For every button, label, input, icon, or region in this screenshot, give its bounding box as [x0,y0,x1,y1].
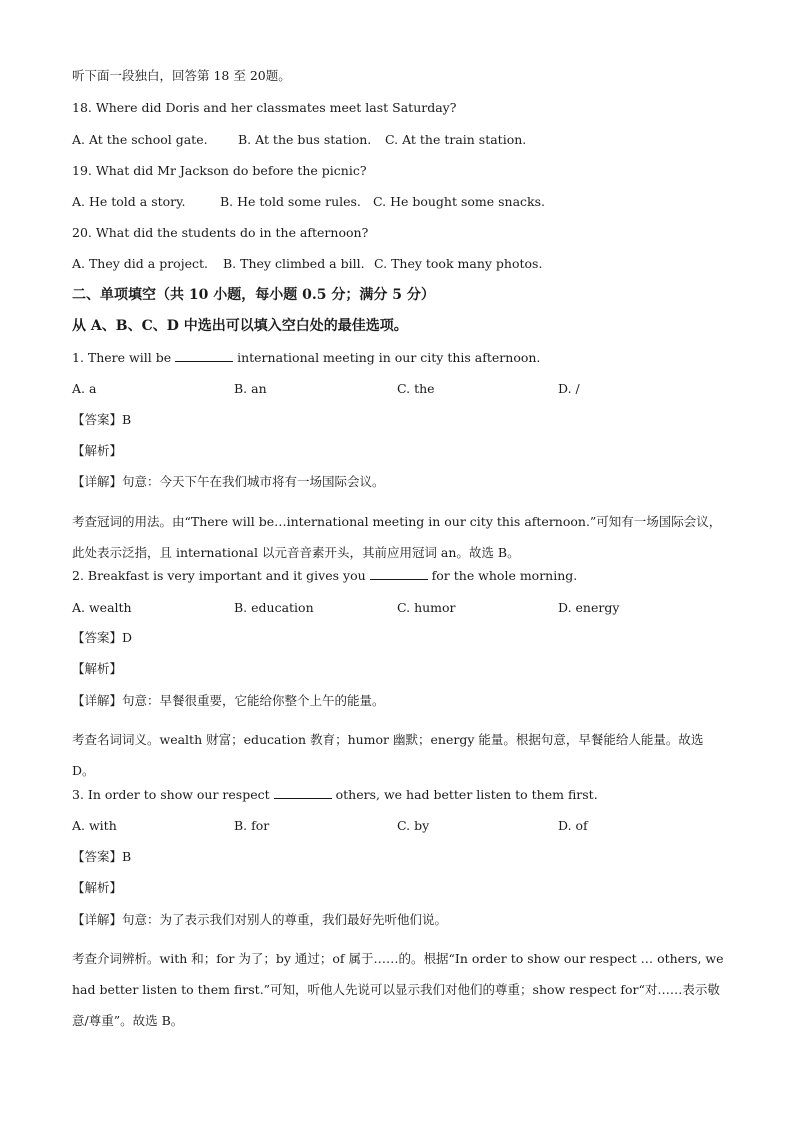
option-2-d: D. energy [558,600,620,615]
detail-3: 【详解】句意：为了表示我们对别人的尊重，我们最好先听他们说。 [72,912,448,927]
analysis-3: 【解析】 [72,880,123,895]
question-2 [72,568,577,584]
explain-3: 考查介词辨析。with 和；for 为了；by 通过；of 属于……的。根据“In order to show our respect … others, we had better listen to them first.”可知，听他人先说可以显示我们对他们的尊重；show respect for“对……表示敬意/尊重”。故选 B。 [72,951,724,1028]
question-20: 20. What did the students do in the afternoon? [72,225,369,240]
question-3-text-before: 3. In order to show our respect [72,787,270,802]
option-1-c: C. the [397,381,435,396]
option-19-c: C. He bought some snacks. [373,194,546,209]
answer-1: 【答案】B [72,412,132,427]
answer-blank [274,787,332,799]
detail-2: 【详解】句意：早餐很重要，它能给你整个上午的能量。 [72,693,385,708]
option-3-c: C. by [397,818,430,833]
option-1-d: D. / [558,381,580,396]
option-3-d: D. of [558,818,588,833]
question-18: 18. Where did Doris and her classmates meet last Saturday? [72,100,457,115]
answer-blank [175,350,233,362]
answer-3: 【答案】B [72,849,132,864]
detail-1: 【详解】句意：今天下午在我们城市将有一场国际会议。 [72,474,385,489]
option-3-a: A. with [72,818,117,833]
option-2-b: B. education [234,600,314,615]
question-19: 19. What did Mr Jackson do before the picnic? [72,163,367,178]
question-1 [72,350,540,366]
question-1-text-before: 1. There will be [72,350,172,365]
option-1-b: B. an [234,381,267,396]
question-3 [72,787,598,803]
analysis-1: 【解析】 [72,443,123,458]
section-title: 二、单项填空（共 10 小题，每小题 0.5 分；满分 5 分） [72,287,435,303]
explain-2: 考查名词词义。wealth 财富；education 教育；humor 幽默；energy 能量。根据句意，早餐能给人能量。故选 D。 [72,732,704,778]
option-20-a: A. They did a project. [72,256,208,271]
option-2-c: C. humor [397,600,456,615]
option-2-a: A. wealth [72,600,132,615]
listening-intro: 听下面一段独白，回答第 18 至 20题。 [72,68,291,83]
question-2-text-before: 2. Breakfast is very important and it gives you [72,568,366,583]
question-1-text-after: international meeting in our city this afternoon. [237,350,541,365]
option-20-b: B. They climbed a bill. [223,256,365,271]
option-18-c: C. At the train station. [385,132,527,147]
option-18-a: A. At the school gate. [72,132,208,147]
option-19-a: A. He told a story. [72,194,186,209]
question-2-text-after: for the whole morning. [431,568,578,583]
option-19-b: B. He told some rules. [220,194,361,209]
question-3-text-after: others, we had better listen to them first. [335,787,598,802]
option-3-b: B. for [234,818,270,833]
answer-blank [370,568,428,580]
section-instruction: 从 A、B、C、D 中选出可以填入空白处的最佳选项。 [72,318,408,334]
option-20-c: C. They took many photos. [374,256,543,271]
answer-2: 【答案】D [72,630,133,645]
option-18-b: B. At the bus station. [238,132,372,147]
option-1-a: A. a [72,381,97,396]
analysis-2: 【解析】 [72,661,123,676]
explain-1: 考查冠词的用法。由“There will be…international meeting in our city this afternoon.”可知有一场国际会议，此处表示泛指，且 international 以元音音素开头，其前应用冠词 an。故选 B。 [72,514,722,560]
